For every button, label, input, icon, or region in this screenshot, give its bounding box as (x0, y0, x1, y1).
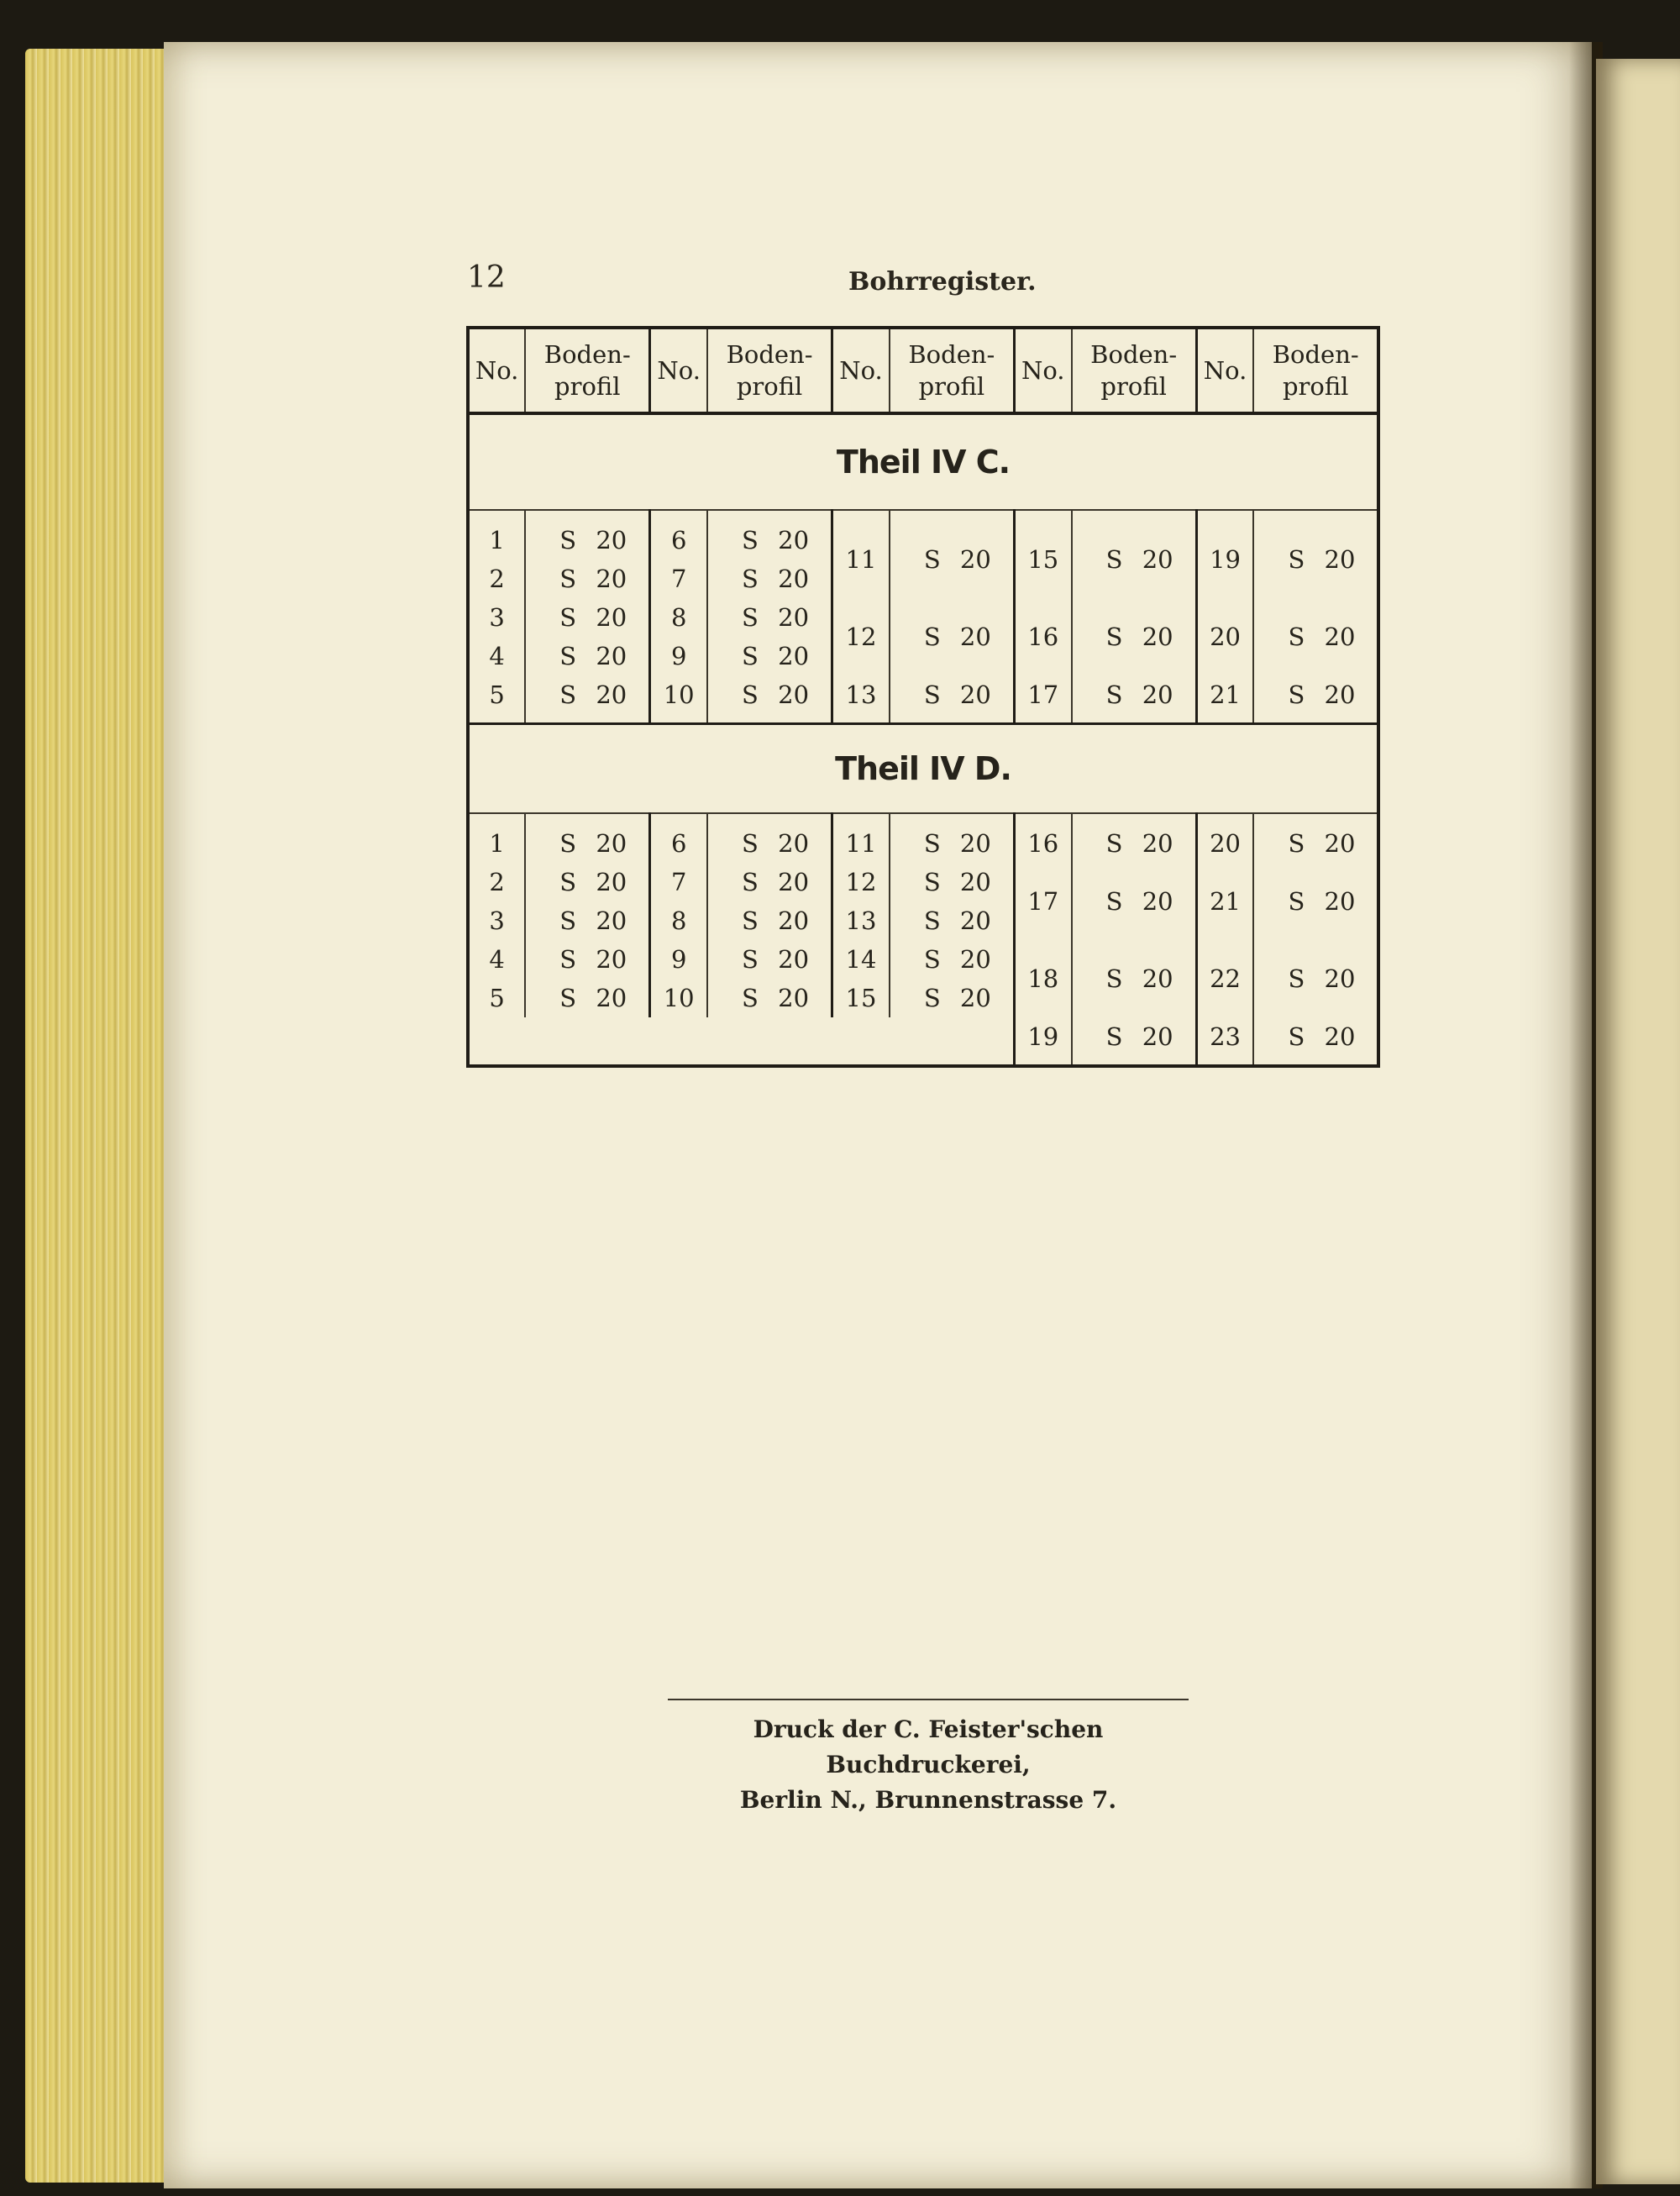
cell-no: 1 (489, 829, 505, 858)
no-header: No. (832, 328, 890, 413)
cell-profil: S 20 (525, 813, 650, 863)
cell-no: 2 (489, 565, 505, 593)
cell-profil: S 20 (890, 598, 1015, 675)
cell-profil: S 20 (1072, 598, 1197, 675)
cell-profil: S 20 (525, 979, 650, 1017)
cell-no: 6 (650, 510, 707, 560)
table-row (468, 598, 1378, 637)
cell-no: 11 (832, 510, 890, 598)
cell-profil: S 20 (525, 940, 650, 979)
cell-profil: S 20 (707, 863, 832, 901)
bodenprofil-header: Boden- profil (525, 328, 650, 413)
cell-no: 7 (650, 863, 707, 901)
cell-no: 21 (1196, 675, 1253, 724)
cell-no: 20 (1196, 813, 1253, 863)
cell-profil: S 20 (707, 940, 832, 979)
table-row (468, 863, 1378, 901)
bodenprofil-header: Boden- profil (890, 328, 1015, 413)
cell-no: 15 (1014, 510, 1071, 598)
cell-no: 5 (489, 680, 505, 709)
cell-profil: S 20 (707, 901, 832, 940)
table-row (468, 1017, 1378, 1066)
cell-no: 19 (1196, 510, 1253, 598)
cell-no: 5 (489, 984, 505, 1012)
cell-profil: S 20 (1253, 813, 1378, 863)
cell-profil: S 20 (525, 560, 650, 598)
cell-profil: S 20 (707, 979, 832, 1017)
cell-profil: S 20 (890, 979, 1015, 1017)
cell-no: 3 (489, 603, 505, 632)
cell-profil: S 20 (890, 901, 1015, 940)
header-row (468, 328, 1378, 413)
cell-profil: S 20 (1072, 1017, 1197, 1066)
cell-profil: S 20 (707, 637, 832, 675)
cell-no: 7 (650, 560, 707, 598)
cell-profil: S 20 (1253, 510, 1378, 598)
cell-no: 19 (1014, 1017, 1071, 1066)
cell-no: 9 (650, 637, 707, 675)
facing-page-edge (1596, 59, 1680, 2184)
cell-no: 15 (832, 979, 890, 1017)
cell-no: 4 (489, 945, 505, 974)
cell-no: 8 (650, 598, 707, 637)
cell-no: 23 (1196, 1017, 1253, 1066)
cell-profil: S 20 (890, 675, 1015, 724)
cell-no: 12 (832, 863, 890, 901)
cell-profil: S 20 (525, 637, 650, 675)
imprint-line: Druck der C. Feister'schen Buchdruckerei, (753, 1715, 1104, 1778)
bohrregister-table (466, 326, 1380, 1068)
cell-no: 10 (650, 979, 707, 1017)
no-header: No. (1196, 328, 1253, 413)
cell-no: 21 (1196, 863, 1253, 940)
cell-profil: S 20 (1072, 863, 1197, 940)
cell-profil: S 20 (707, 510, 832, 560)
cell-profil: S 20 (707, 598, 832, 637)
cell-no: 3 (489, 906, 505, 935)
cell-profil: S 20 (1253, 1017, 1378, 1066)
cell-profil: S 20 (707, 560, 832, 598)
cell-no: 17 (1014, 863, 1071, 940)
cell-profil: S 20 (1253, 863, 1378, 940)
cell-no: 10 (650, 675, 707, 724)
bodenprofil-header: Boden- profil (1253, 328, 1378, 413)
table-row (468, 510, 1378, 560)
cell-profil: S 20 (525, 675, 650, 724)
cell-profil: S 20 (525, 863, 650, 901)
imprint-line: Berlin N., Brunnenstrasse 7. (739, 1786, 1117, 1814)
cell-profil: S 20 (1253, 940, 1378, 1017)
cell-no: 16 (1014, 813, 1071, 863)
page-number: 12 (467, 260, 506, 295)
cell-profil: S 20 (1072, 675, 1197, 724)
section-title: Theil IV C. (468, 413, 1378, 510)
cell-no: 4 (489, 642, 505, 670)
cell-no: 6 (650, 813, 707, 863)
section-title-row (468, 413, 1378, 510)
cell-no: 13 (832, 901, 890, 940)
cell-profil: S 20 (1072, 813, 1197, 863)
cell-profil: S 20 (1253, 598, 1378, 675)
cell-no: 14 (832, 940, 890, 979)
cell-no: 22 (1196, 940, 1253, 1017)
section-title-row (468, 724, 1378, 814)
cell-profil: S 20 (525, 598, 650, 637)
cell-no: 13 (832, 675, 890, 724)
cell-no: 1 (489, 526, 505, 554)
cell-no: 8 (650, 901, 707, 940)
cell-no: 17 (1014, 675, 1071, 724)
cell-profil: S 20 (707, 675, 832, 724)
cell-profil: S 20 (890, 940, 1015, 979)
table-row (468, 940, 1378, 979)
cell-profil: S 20 (890, 510, 1015, 598)
no-header: No. (1014, 328, 1071, 413)
cell-no: 12 (832, 598, 890, 675)
cell-profil: S 20 (1072, 510, 1197, 598)
no-header: No. (650, 328, 707, 413)
bodenprofil-header: Boden- profil (707, 328, 832, 413)
cell-no: 16 (1014, 598, 1071, 675)
cell-no: 9 (650, 940, 707, 979)
running-head: Bohrregister. (848, 267, 1037, 297)
cell-profil: S 20 (890, 863, 1015, 901)
cell-profil: S 20 (525, 510, 650, 560)
cell-profil: S 20 (707, 813, 832, 863)
cell-profil: S 20 (525, 901, 650, 940)
cell-no: 2 (489, 868, 505, 896)
bodenprofil-header: Boden- profil (1072, 328, 1197, 413)
table-row (468, 813, 1378, 863)
cell-profil: S 20 (1072, 940, 1197, 1017)
cell-profil: S 20 (890, 813, 1015, 863)
book-page-edges (25, 49, 172, 2183)
printer-imprint (668, 1699, 1189, 1818)
cell-no: 18 (1014, 940, 1071, 1017)
cell-profil: S 20 (1253, 675, 1378, 724)
table-row (468, 675, 1378, 724)
section-title: Theil IV D. (468, 724, 1378, 814)
cell-no: 11 (832, 813, 890, 863)
no-header: No. (468, 328, 525, 413)
cell-no: 20 (1196, 598, 1253, 675)
